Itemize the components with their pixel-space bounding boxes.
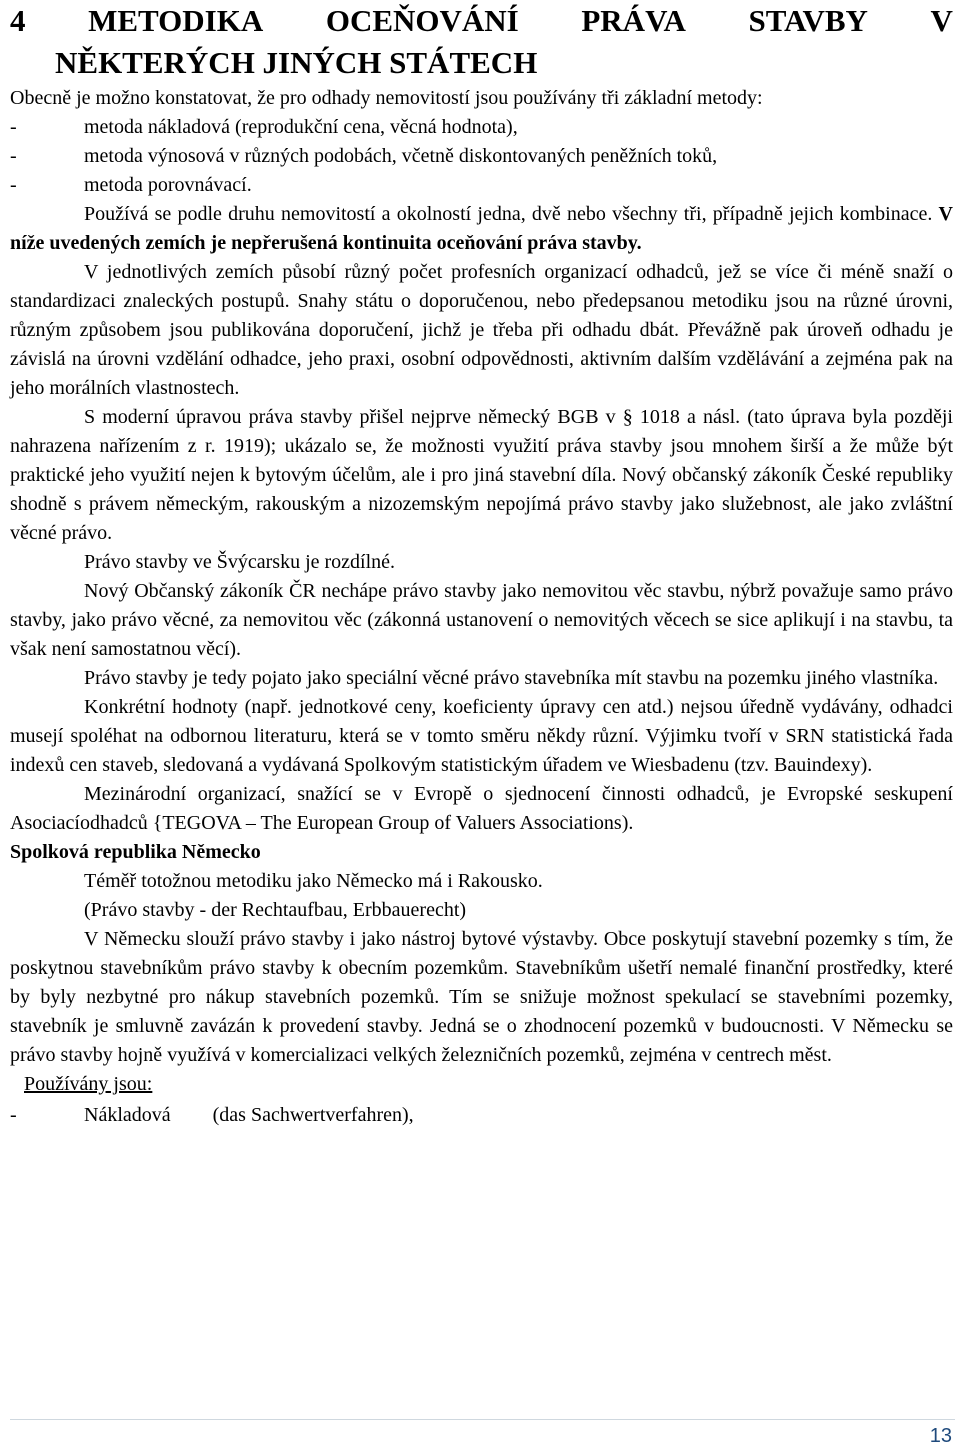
heading-word: PRÁVA — [581, 3, 686, 38]
list-item: - metoda porovnávací. — [10, 174, 252, 196]
paragraph: Právo stavby je tedy pojato jako speciální věcné právo stavebníka mít stavbu na pozemku jiného vlastníka. — [84, 667, 939, 689]
used-label-line — [10, 1070, 953, 1099]
chapter-heading-line1 — [10, 0, 953, 42]
list-item: - metoda výnosová v různých podobách, včetně diskontovaných peněžních toků, — [10, 145, 718, 167]
heading-word: V — [930, 3, 953, 38]
heading-word: OCEŇOVÁNÍ — [325, 3, 519, 38]
used-label: Používány jsou: — [24, 1073, 153, 1095]
paragraph: S moderní úpravou práva stavby přišel nejprve německý BGB v § 1018 a násl. (tato úprava byla později nahrazena nařízením z r. 1919); ukázalo se, že možnosti využití práva stavby jsou mnohem širší a že může být praktické jeho využití nejen k bytovým účelům, ale i pro jiná stavební díla. Nový občanský zákoník České republiky shodně s právem německým, rakouským a nizozemským nepojímá právo stavby jako služebnost, ale jako zvláštní věcné právo. — [10, 406, 953, 544]
paragraph: V jednotlivých zemích působí různý počet profesních organizací odhadců, jež se více či méně snaží o standardizaci znaleckých postupů. Snahy státu o doporučenou, nebo předepsanou metodiku jsou na různé úrovni, různým způsobem jsou publikována doporučení, jichž je třeba při odhadu dbát. Převážně pak úroveň odhadu je závislá na úrovni vzdělání odhadce, jeho praxi, osobní odpovědnosti, aktivním dalším vzdělávání a zejména pak na jeho morálních vlastnostech. — [10, 261, 953, 399]
paragraph: Konkrétní hodnoty (např. jednotkové ceny, koeficienty úpravy cen atd.) nejsou úředně vydávány, odhadci musejí spoléhat na odbornou literaturu, která se v tomto směru někdy různí. Výjimku tvoří v SRN statistická řada indexů cen staveb, sledovaná a vydávaná Spolkovým statistickým úřadem ve Wiesbadenu (tzv. Bauindexy). — [10, 696, 953, 776]
page-number: 13 — [929, 1425, 952, 1447]
footer-rule — [10, 1419, 955, 1420]
chapter-heading — [10, 0, 953, 84]
chapter-number: 4 — [10, 3, 26, 38]
section-subheading: Spolková republika Německo — [10, 841, 261, 863]
paragraph: Nový Občanský zákoník ČR nechápe právo stavby jako nemovitou věc stavbu, nýbrž považuje samo právo stavby, jako právo věcné, za nemovitou věc (zákonná ustanovení o nemovitých věcech se sice aplikují i na stavbu, ta však není samostatnou věcí). — [10, 580, 953, 660]
heading-word: METODIKA — [88, 3, 264, 38]
paragraph: Téměř totožnou metodiku jako Německo má i Rakousko. — [84, 870, 543, 892]
list-item: - Nákladová (das Sachwertverfahren), — [10, 1104, 414, 1126]
list-item: - metoda nákladová (reprodukční cena, věcná hodnota), — [10, 116, 518, 138]
heading-word: STAVBY — [748, 3, 868, 38]
paragraph: Právo stavby ve Švýcarsku je rozdílné. — [84, 551, 396, 573]
chapter-heading-line2: NĚKTERÝCH JINÝCH STÁTECH — [55, 45, 538, 80]
bold-statement: V níže uvedených zemích je nepřerušená kontinuita oceňování práva stavby. — [10, 203, 953, 254]
paragraph: (Právo stavby - der Rechtaufbau, Erbbauerecht) — [84, 899, 467, 921]
document-page — [10, 0, 953, 1130]
paragraph: V Německu slouží právo stavby i jako nástroj bytové výstavby. Obce poskytují stavební pozemky s tím, že poskytnou stavebníkům právo stavby k obecním pozemkům. Stavebníkům ušetří nemalé finanční prostředky, které by byly nezbytné pro nákup stavebních pozemků. Tím se snižuje možnost spekulací se stavebními pozemky, stavebník je smluvně zavázán k provedení stavby. Jedná se o zhodnocení pozemků v budoucnosti. V Německu se právo stavby hojně využívá v komercializaci velkých železničních pozemků, zejména v centrech měst. — [10, 928, 953, 1066]
intro-paragraph: Obecně je možno konstatovat, že pro odhady nemovitostí jsou používány tři základní metody: — [10, 87, 763, 109]
paragraph: Mezinárodní organizací, snažící se v Evropě o sjednocení činnosti odhadců, je Evropské seskupení Asociacíodhadců {TEGOVA – The European Group of Valuers Associations). — [10, 783, 953, 834]
paragraph: Používá se podle druhu nemovitostí a okolností jedna, dvě nebo všechny tři, případně jejich kombinace. V níže uvedených zemích je nepřerušená kontinuita oceňování práva stavby. — [10, 203, 953, 254]
